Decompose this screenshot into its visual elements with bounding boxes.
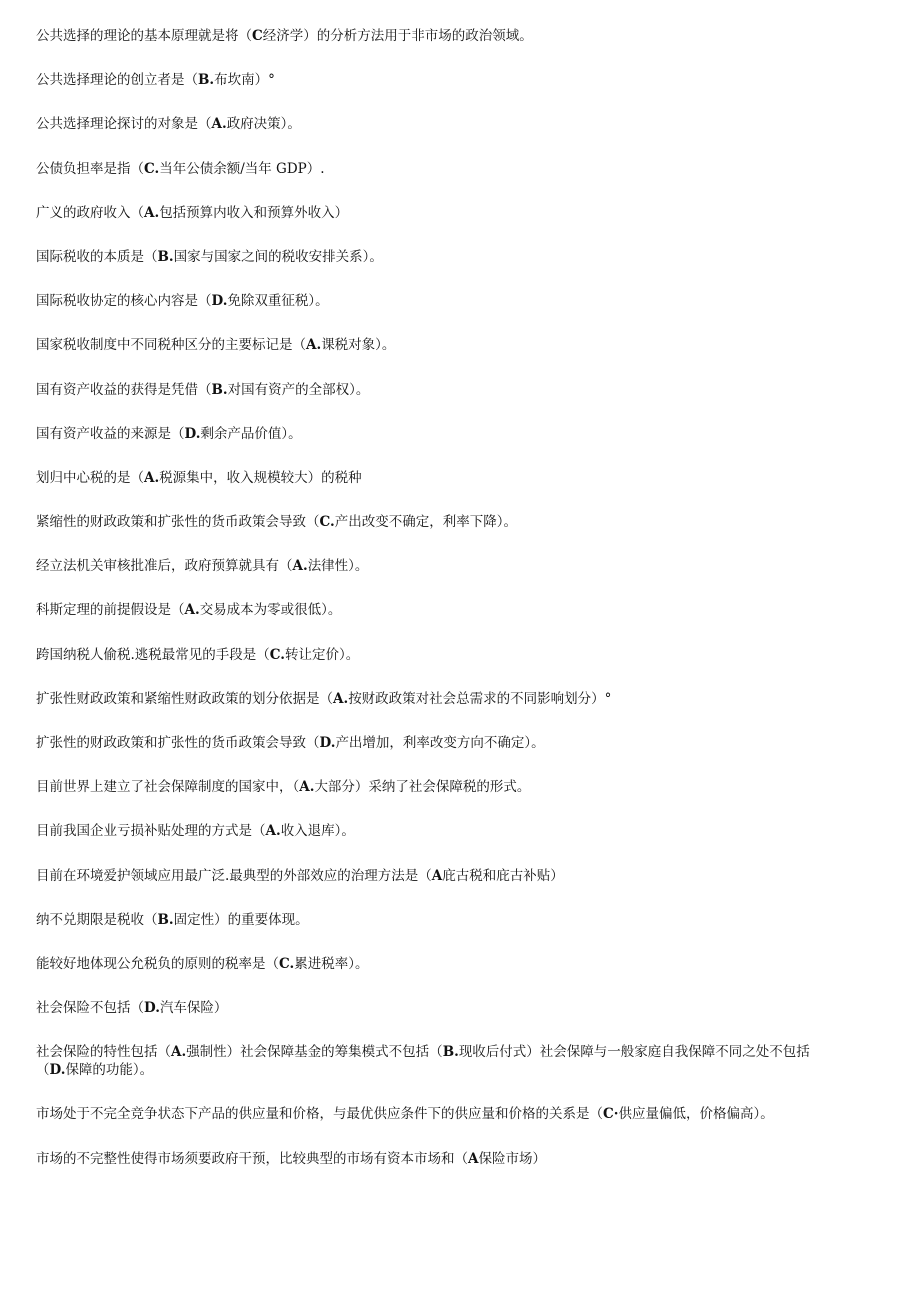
- question-item: [36, 1105, 830, 1123]
- answer-text: 大部分）采纳了社会保障税的形式。: [314, 779, 531, 796]
- question-text: 纳不兑期限是税收（: [36, 911, 158, 928]
- question-text: 社会保险的特性包括（: [36, 1044, 171, 1061]
- question-item: [36, 292, 830, 310]
- answer-letter: A: [431, 867, 443, 884]
- question-text: 目前世界上建立了社会保障制度的国家中，（: [36, 779, 300, 796]
- question-text: 国际税收协定的核心内容是（: [36, 293, 212, 310]
- question-item: [36, 71, 830, 89]
- answer-text: 国家与国家之间的税收安排关系）。: [173, 248, 383, 265]
- answer-text: 布坎南）°: [214, 72, 275, 89]
- answer-text: 课税对象）。: [321, 337, 396, 354]
- answer-letter: B.: [157, 911, 174, 928]
- answer-text: 强制性）社会保障基金的筹集模式不包括（: [186, 1044, 443, 1061]
- answer-text: 转让定价）。: [285, 646, 360, 663]
- answer-text: 产出增加，利率改变方向不确定）。: [335, 735, 545, 751]
- answer-letter: C·: [603, 1106, 619, 1123]
- answer-letter: A.: [333, 690, 349, 707]
- question-text: 市场处于不完全竞争状态下产品的供应量和价格，与最优供应条件下的供应量和价格的关系是（: [36, 1106, 603, 1123]
- answer-letter: C.: [144, 160, 160, 177]
- question-text: 公债负担率是指（: [36, 160, 144, 177]
- question-text: 社会保险不包括（: [36, 1000, 144, 1017]
- question-item: [36, 425, 830, 443]
- question-item: [36, 734, 830, 752]
- answer-text: 汽车保险）: [159, 1000, 228, 1017]
- question-item: [36, 690, 830, 708]
- answer-text: 收入退库）。: [280, 823, 355, 840]
- question-item: [36, 381, 830, 399]
- question-item: [36, 955, 830, 973]
- answer-letter: D.: [184, 425, 201, 442]
- answer-text: 经济学）的分析方法用于非市场的政治领域。: [262, 28, 533, 44]
- answer-letter: C.: [319, 514, 335, 531]
- answer-text: 产出改变不确定，利率下降）。: [334, 514, 517, 531]
- question-text: 国家税收制度中不同税种区分的主要标记是（: [36, 337, 306, 354]
- answer-letter: D.: [144, 1000, 160, 1017]
- answer-letter: D.: [319, 735, 336, 751]
- question-text: 跨国纳税人偷税.逃税最常见的手段是（: [36, 646, 270, 663]
- question-text: 公共选择理论的创立者是（: [36, 72, 198, 89]
- answer-text: 按财政政策对社会总需求的不同影响划分）°: [348, 690, 612, 707]
- answer-text: 庇古税和庇古补贴）: [442, 867, 564, 884]
- question-item: [36, 27, 830, 45]
- question-item: [36, 248, 830, 266]
- answer-letter: A: [468, 1150, 479, 1167]
- answer-letter: A.: [299, 779, 315, 796]
- question-text: 能较好地体现公允税负的原则的税率是（: [36, 955, 279, 972]
- question-text: 公共选择的理论的基本原理就是将（: [36, 28, 252, 44]
- question-item: [36, 513, 830, 531]
- answer-letter: A.: [265, 823, 281, 840]
- question-text: 国有资产收益的来源是（: [36, 425, 185, 442]
- question-item: [36, 646, 830, 664]
- answer-letter: A.: [306, 337, 322, 354]
- question-text: 国有资产收益的获得是凭借（: [36, 381, 212, 398]
- answer-text: 政府决策）。: [226, 116, 301, 133]
- question-item: [36, 778, 830, 796]
- question-item: [36, 911, 830, 929]
- question-text: 经立法机关审核批准后，政府预算就具有（: [36, 558, 293, 575]
- answer-letter: B.: [442, 1044, 459, 1061]
- answer-letter: B.: [198, 72, 215, 89]
- question-text: 科斯定理的前提假设是（: [36, 602, 185, 619]
- answer-text: 包括预算内收入和预算外收入）: [159, 204, 349, 221]
- question-item: [36, 336, 830, 354]
- answer-text: 累进税率）。: [294, 955, 369, 972]
- answer-text: 固定性）的重要体现。: [173, 911, 309, 928]
- question-text: 广义的政府收入（: [36, 204, 144, 221]
- question-item-multi: [36, 1043, 830, 1079]
- question-item: [36, 601, 830, 619]
- answer-letter: D.: [211, 293, 228, 310]
- question-text: 目前在环境爱护领域应用最广泛.最典型的外部效应的治理方法是（: [36, 867, 432, 884]
- question-item: [36, 469, 830, 487]
- answer-text: 现收后付式）社会保障与一般家庭自我保障不同之处不包括（: [36, 1044, 810, 1079]
- answer-letter: A.: [144, 204, 160, 221]
- question-item: [36, 999, 830, 1017]
- answer-text: 剩余产品价值）。: [200, 425, 302, 442]
- question-text: 紧缩性的财政政策和扩张性的货币政策会导致（: [36, 514, 320, 531]
- answer-text: 保险市场）: [478, 1150, 546, 1167]
- question-item: [36, 557, 830, 575]
- answer-text: 保障的功能）。: [65, 1062, 154, 1079]
- question-item: [36, 204, 830, 222]
- question-item: [36, 115, 830, 133]
- answer-text: 税源集中，收入规模较大）的税种: [159, 469, 362, 486]
- answer-letter: A.: [184, 602, 200, 619]
- question-text: 扩张性的财政政策和扩张性的货币政策会导致（: [36, 735, 320, 751]
- answer-text: 当年公债余额/当年 GDP）.: [159, 160, 325, 177]
- answer-letter: C: [252, 28, 263, 44]
- answer-letter: B.: [157, 248, 174, 265]
- question-text: 划归中心税的是（: [36, 469, 144, 486]
- question-item: [36, 1150, 830, 1168]
- question-text: 扩张性财政政策和紧缩性财政政策的划分依据是（: [36, 690, 333, 707]
- answer-text: 法律性）。: [307, 558, 369, 575]
- answer-letter: C.: [279, 955, 295, 972]
- answer-letter: A.: [144, 469, 160, 486]
- question-item: [36, 160, 830, 178]
- answer-text: 免除双重征税）。: [227, 293, 329, 310]
- answer-letter: A.: [292, 558, 308, 575]
- question-text: 国际税收的本质是（: [36, 248, 158, 265]
- answer-letter: D.: [49, 1062, 66, 1079]
- question-text: 市场的不完整性使得市场须要政府干预，比较典型的市场有资本市场和（: [36, 1150, 468, 1167]
- question-text: 公共选择理论探讨的对象是（: [36, 116, 212, 133]
- answer-letter: C.: [269, 646, 286, 663]
- answer-text: 交易成本为零或很低）。: [199, 602, 342, 619]
- question-item: [36, 822, 830, 840]
- answer-letter: A.: [171, 1044, 187, 1061]
- answer-text: 对国有资产的全部权）。: [227, 381, 370, 398]
- answer-letter: B.: [211, 381, 228, 398]
- answer-text: 供应量偏低，价格偏高）。: [618, 1106, 774, 1123]
- question-item: [36, 867, 830, 885]
- question-text: 目前我国企业亏损补贴处理的方式是（: [36, 823, 266, 840]
- answer-letter: A.: [211, 116, 227, 133]
